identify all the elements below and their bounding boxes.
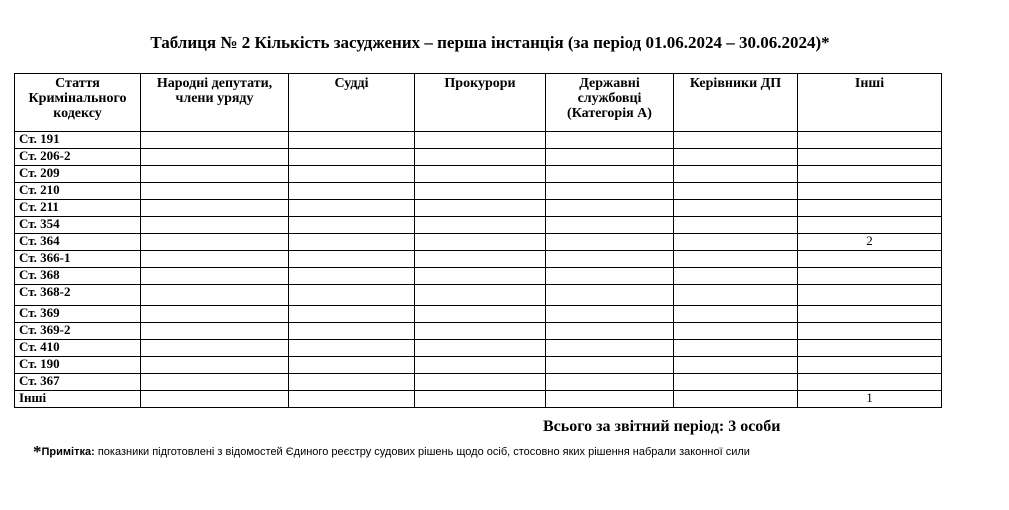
- table-cell: [415, 183, 546, 200]
- table-row: [15, 166, 942, 183]
- table-cell: [415, 268, 546, 285]
- table-cell: [798, 217, 942, 234]
- table-cell: [546, 200, 674, 217]
- table-cell: [415, 323, 546, 340]
- table-row: [15, 357, 942, 374]
- table-cell: [798, 374, 942, 391]
- table-cell: [798, 306, 942, 323]
- table-cell: [546, 323, 674, 340]
- table-cell: [546, 268, 674, 285]
- table-cell: [415, 166, 546, 183]
- table-cell: [141, 251, 289, 268]
- column-header-article: Стаття Кримінального кодексу: [15, 74, 141, 132]
- article-cell: Ст. 366-1: [15, 251, 141, 268]
- table-row: [15, 234, 942, 251]
- footnote: [33, 442, 750, 462]
- table-cell: [289, 132, 415, 149]
- table-cell: [415, 340, 546, 357]
- table-cell: [798, 200, 942, 217]
- table-cell: [141, 323, 289, 340]
- table-cell: [289, 268, 415, 285]
- table-cell: [289, 251, 415, 268]
- table-row: [15, 200, 942, 217]
- table-cell: [289, 374, 415, 391]
- table-cell: [141, 200, 289, 217]
- article-cell: Ст. 367: [15, 374, 141, 391]
- table-cell: [798, 357, 942, 374]
- table-cell: [674, 217, 798, 234]
- footnote-asterisk: *: [33, 442, 42, 461]
- table-cell: [141, 391, 289, 408]
- table-cell: [415, 374, 546, 391]
- table-cell: [141, 268, 289, 285]
- table-cell: [141, 166, 289, 183]
- table-cell: [798, 132, 942, 149]
- article-cell: Ст. 369: [15, 306, 141, 323]
- column-header-civil-servants: Державні службовці (Категорія А): [546, 74, 674, 132]
- table-cell: [141, 183, 289, 200]
- article-cell: Ст. 354: [15, 217, 141, 234]
- table-cell: [415, 217, 546, 234]
- table-cell: [798, 285, 942, 306]
- table-cell: [798, 251, 942, 268]
- table-cell: [141, 374, 289, 391]
- table-cell: [415, 251, 546, 268]
- table-row: [15, 149, 942, 166]
- table-cell: [289, 391, 415, 408]
- table-cell: [546, 166, 674, 183]
- table-cell: [798, 268, 942, 285]
- convictions-table: [14, 73, 942, 408]
- table-cell: [141, 340, 289, 357]
- article-cell: Ст. 211: [15, 200, 141, 217]
- total-summary: Всього за звітний період: 3 особи: [543, 418, 781, 435]
- table-cell: [289, 285, 415, 306]
- table-cell: [289, 323, 415, 340]
- column-header-others: Інші: [798, 74, 942, 132]
- table-cell: [674, 306, 798, 323]
- table-cell: [141, 149, 289, 166]
- article-cell: Ст. 368-2: [15, 285, 141, 306]
- table-cell: [415, 149, 546, 166]
- table-cell: [289, 183, 415, 200]
- table-cell: [674, 340, 798, 357]
- article-cell: Ст. 410: [15, 340, 141, 357]
- table-cell: [141, 234, 289, 251]
- column-header-deputies: Народні депутати, члени уряду: [141, 74, 289, 132]
- article-cell: Ст. 190: [15, 357, 141, 374]
- table-cell: [674, 251, 798, 268]
- table-cell: [674, 132, 798, 149]
- table-cell: [674, 391, 798, 408]
- table-row: [15, 251, 942, 268]
- column-header-judges: Судді: [289, 74, 415, 132]
- table-cell: [415, 200, 546, 217]
- table-cell: [289, 217, 415, 234]
- table-cell: [674, 149, 798, 166]
- article-cell: Ст. 191: [15, 132, 141, 149]
- table-cell: [141, 306, 289, 323]
- table-cell: [546, 391, 674, 408]
- table-row: [15, 132, 942, 149]
- table-cell: [798, 149, 942, 166]
- footnote-text: показники підготовлені з відомостей Єдиного реєстру судових рішень щодо осіб, стосовно яких рішення набрали законної сили: [94, 446, 750, 458]
- table-row: [15, 285, 942, 306]
- table-cell: [798, 340, 942, 357]
- article-cell: Інші: [15, 391, 141, 408]
- table-cell: [289, 166, 415, 183]
- article-cell: Ст. 206-2: [15, 149, 141, 166]
- table-row: [15, 268, 942, 285]
- table-row: [15, 217, 942, 234]
- table-cell: [798, 323, 942, 340]
- table-cell: [798, 166, 942, 183]
- table-cell: [415, 132, 546, 149]
- table-cell: [546, 357, 674, 374]
- table-cell: [674, 323, 798, 340]
- table-cell: [141, 357, 289, 374]
- table-cell: [415, 357, 546, 374]
- table-cell: [289, 357, 415, 374]
- table-cell: [546, 149, 674, 166]
- table-cell: [546, 132, 674, 149]
- article-cell: Ст. 210: [15, 183, 141, 200]
- table-cell: [141, 285, 289, 306]
- table-cell: [674, 183, 798, 200]
- table-row: [15, 340, 942, 357]
- table-cell: [289, 200, 415, 217]
- table-row: [15, 374, 942, 391]
- table-cell-value: 2: [798, 234, 942, 251]
- table-cell: [546, 251, 674, 268]
- table-cell: [415, 306, 546, 323]
- table-cell: [674, 166, 798, 183]
- table-header-row: [15, 74, 942, 132]
- table-cell: [289, 340, 415, 357]
- table-cell: [289, 149, 415, 166]
- table-cell: [546, 285, 674, 306]
- table-cell: [141, 217, 289, 234]
- table-cell: [674, 200, 798, 217]
- table-row: [15, 391, 942, 408]
- table-cell: [546, 374, 674, 391]
- column-header-prosecutors: Прокурори: [415, 74, 546, 132]
- table-cell: [546, 183, 674, 200]
- column-header-state-enterprise-heads: Керівники ДП: [674, 74, 798, 132]
- table-row: [15, 183, 942, 200]
- table-row: [15, 323, 942, 340]
- table-cell: [546, 234, 674, 251]
- article-cell: Ст. 209: [15, 166, 141, 183]
- page-title: Таблиця № 2 Кількість засуджених – перша інстанція (за період 01.06.2024 – 30.06.2024)*: [150, 33, 830, 52]
- footnote-label: Примітка:: [41, 446, 95, 458]
- table-cell-value: 1: [798, 391, 942, 408]
- table-cell: [415, 285, 546, 306]
- table-cell: [546, 306, 674, 323]
- table-cell: [798, 183, 942, 200]
- table-cell: [674, 234, 798, 251]
- article-cell: Ст. 364: [15, 234, 141, 251]
- table-cell: [415, 234, 546, 251]
- table-row: [15, 306, 942, 323]
- table-cell: [674, 285, 798, 306]
- table-cell: [546, 340, 674, 357]
- article-cell: Ст. 368: [15, 268, 141, 285]
- table-cell: [674, 374, 798, 391]
- table-cell: [674, 357, 798, 374]
- article-cell: Ст. 369-2: [15, 323, 141, 340]
- table-cell: [546, 217, 674, 234]
- table-cell: [415, 391, 546, 408]
- table-cell: [674, 268, 798, 285]
- table-cell: [289, 306, 415, 323]
- table-cell: [141, 132, 289, 149]
- table-cell: [289, 234, 415, 251]
